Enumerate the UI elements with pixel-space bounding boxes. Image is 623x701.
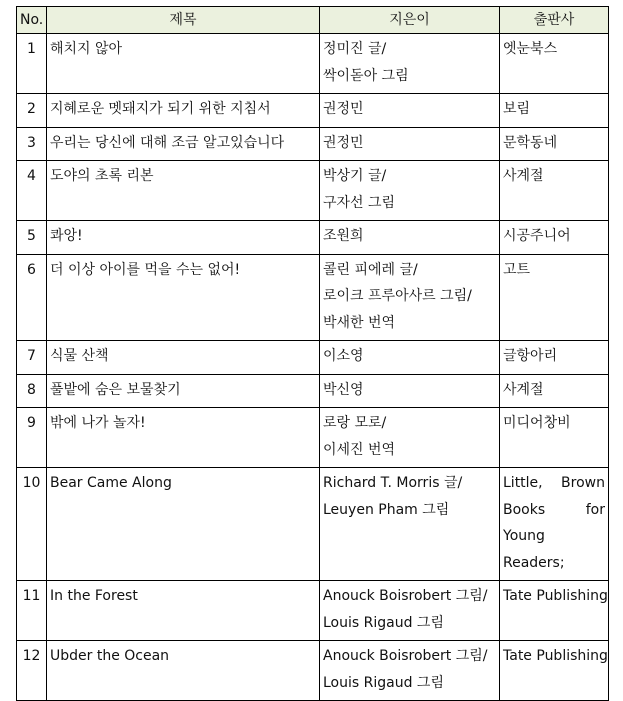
- cell-publisher: [500, 161, 609, 221]
- cell-publisher: [500, 581, 609, 641]
- publisher-line: 사계절: [503, 168, 544, 184]
- author-line: Anouck Boisrobert 그림/: [323, 648, 488, 664]
- cell-title: [47, 94, 320, 128]
- publisher-line: 고트: [503, 261, 531, 278]
- cell-publisher: [500, 221, 609, 255]
- cell-author: [320, 94, 500, 128]
- cell-author: [320, 254, 500, 341]
- header-row: [17, 7, 609, 34]
- cell-title: [47, 341, 320, 375]
- table-row: [17, 254, 609, 341]
- author-line: Louis Rigaud 그림: [323, 614, 444, 631]
- title-text: In the Forest: [50, 588, 138, 604]
- publisher-line: Tate Publishing: [503, 648, 608, 664]
- table-row: [17, 221, 609, 255]
- header-publisher: 출판사: [500, 7, 609, 34]
- cell-no: 8: [17, 374, 47, 408]
- title-text: 식물 산책: [50, 348, 109, 364]
- publisher-line: [503, 550, 605, 577]
- cell-no: 4: [17, 161, 47, 221]
- cell-publisher: [500, 341, 609, 375]
- title-text: 지혜로운 멧돼지가 되기 위한 지침서: [50, 101, 271, 117]
- cell-author: [320, 161, 500, 221]
- cell-publisher: [500, 34, 609, 94]
- header-author: 지은이: [320, 7, 500, 34]
- author-line: Leuyen Pham 그림: [323, 501, 450, 518]
- cell-publisher: [500, 94, 609, 128]
- publisher-line: [503, 470, 605, 497]
- title-text: 더 이상 아이를 먹을 수는 없어!: [50, 261, 241, 278]
- cell-publisher: [500, 254, 609, 341]
- publisher-line: 문학동네: [503, 134, 558, 151]
- author-line: 박새한 번역: [323, 314, 396, 331]
- cell-no: 5: [17, 221, 47, 255]
- cell-no: 10: [17, 468, 47, 581]
- book-table: [16, 6, 609, 701]
- cell-no: 1: [17, 34, 47, 94]
- author-line: 조원희: [323, 228, 364, 244]
- table-row: [17, 581, 609, 641]
- book-list: [16, 6, 609, 701]
- cell-title: [47, 161, 320, 221]
- table-row: [17, 468, 609, 581]
- publisher-word: for: [585, 501, 605, 518]
- publisher-line: 글항아리: [503, 348, 558, 364]
- cell-author: [320, 34, 500, 94]
- cell-author: [320, 641, 500, 701]
- publisher-word: Young: [503, 528, 545, 544]
- publisher-line: 시공주니어: [503, 228, 571, 244]
- cell-no: 12: [17, 641, 47, 701]
- title-text: 풀밭에 숨은 보물찾기: [50, 381, 181, 398]
- author-line: 콜린 피에레 글/: [323, 261, 418, 278]
- table-row: [17, 94, 609, 128]
- cell-no: 7: [17, 341, 47, 375]
- table-row: [17, 341, 609, 375]
- cell-no: 3: [17, 127, 47, 161]
- author-line: 로랑 모로/: [323, 415, 387, 431]
- cell-author: [320, 341, 500, 375]
- cell-publisher: [500, 408, 609, 468]
- author-line: 정미진 글/: [323, 41, 387, 57]
- table-row: [17, 641, 609, 701]
- cell-title: [47, 221, 320, 255]
- author-line: 박상기 글/: [323, 168, 387, 184]
- publisher-line: 사계절: [503, 381, 544, 398]
- table-row: [17, 161, 609, 221]
- publisher-line: 보림: [503, 101, 531, 117]
- author-line: 이소영: [323, 348, 364, 364]
- author-line: 싹이돋아 그림: [323, 67, 409, 84]
- cell-title: [47, 468, 320, 581]
- publisher-word: Little,: [503, 475, 543, 491]
- cell-author: [320, 468, 500, 581]
- cell-author: [320, 221, 500, 255]
- cell-author: [320, 581, 500, 641]
- header-no: No.: [17, 7, 47, 34]
- title-text: 밖에 나가 놀자!: [50, 415, 146, 431]
- author-line: Richard T. Morris 글/: [323, 475, 463, 491]
- header-title: 제목: [47, 7, 320, 34]
- cell-title: [47, 374, 320, 408]
- cell-publisher: [500, 468, 609, 581]
- cell-title: [47, 581, 320, 641]
- publisher-line: 엣눈북스: [503, 41, 558, 57]
- publisher-word: Books: [503, 501, 546, 518]
- publisher-line: Tate Publishing: [503, 588, 608, 604]
- publisher-word: Readers;: [503, 554, 565, 571]
- author-line: 박신영: [323, 381, 364, 398]
- publisher-line: [503, 523, 605, 550]
- title-text: Ubder the Ocean: [50, 648, 170, 664]
- title-text: 콰앙!: [50, 228, 83, 244]
- table-row: [17, 34, 609, 94]
- cell-author: [320, 374, 500, 408]
- cell-title: [47, 127, 320, 161]
- table-body: [17, 34, 609, 701]
- cell-title: [47, 408, 320, 468]
- table-row: [17, 127, 609, 161]
- cell-publisher: [500, 127, 609, 161]
- cell-no: 6: [17, 254, 47, 341]
- cell-title: [47, 254, 320, 341]
- title-text: 우리는 당신에 대해 조금 알고있습니다: [50, 134, 285, 151]
- author-line: 구자선 그림: [323, 194, 396, 211]
- title-text: Bear Came Along: [50, 475, 172, 491]
- author-line: 이세진 번역: [323, 441, 396, 458]
- author-line: 로이크 프루아사르 그림/: [323, 288, 472, 304]
- cell-publisher: [500, 374, 609, 408]
- author-line: Anouck Boisrobert 그림/: [323, 588, 488, 604]
- cell-no: 9: [17, 408, 47, 468]
- author-line: Louis Rigaud 그림: [323, 674, 444, 691]
- table-row: [17, 374, 609, 408]
- title-text: 해치지 않아: [50, 41, 123, 57]
- table-row: [17, 408, 609, 468]
- author-line: 권정민: [323, 101, 364, 117]
- author-line: 권정민: [323, 134, 364, 151]
- cell-title: [47, 641, 320, 701]
- cell-no: 11: [17, 581, 47, 641]
- cell-title: [47, 34, 320, 94]
- publisher-line: 미디어창비: [503, 415, 571, 431]
- cell-author: [320, 408, 500, 468]
- publisher-line: [503, 497, 605, 524]
- cell-no: 2: [17, 94, 47, 128]
- publisher-word: Brown: [561, 475, 605, 491]
- title-text: 도야의 초록 리본: [50, 168, 154, 184]
- cell-author: [320, 127, 500, 161]
- cell-publisher: [500, 641, 609, 701]
